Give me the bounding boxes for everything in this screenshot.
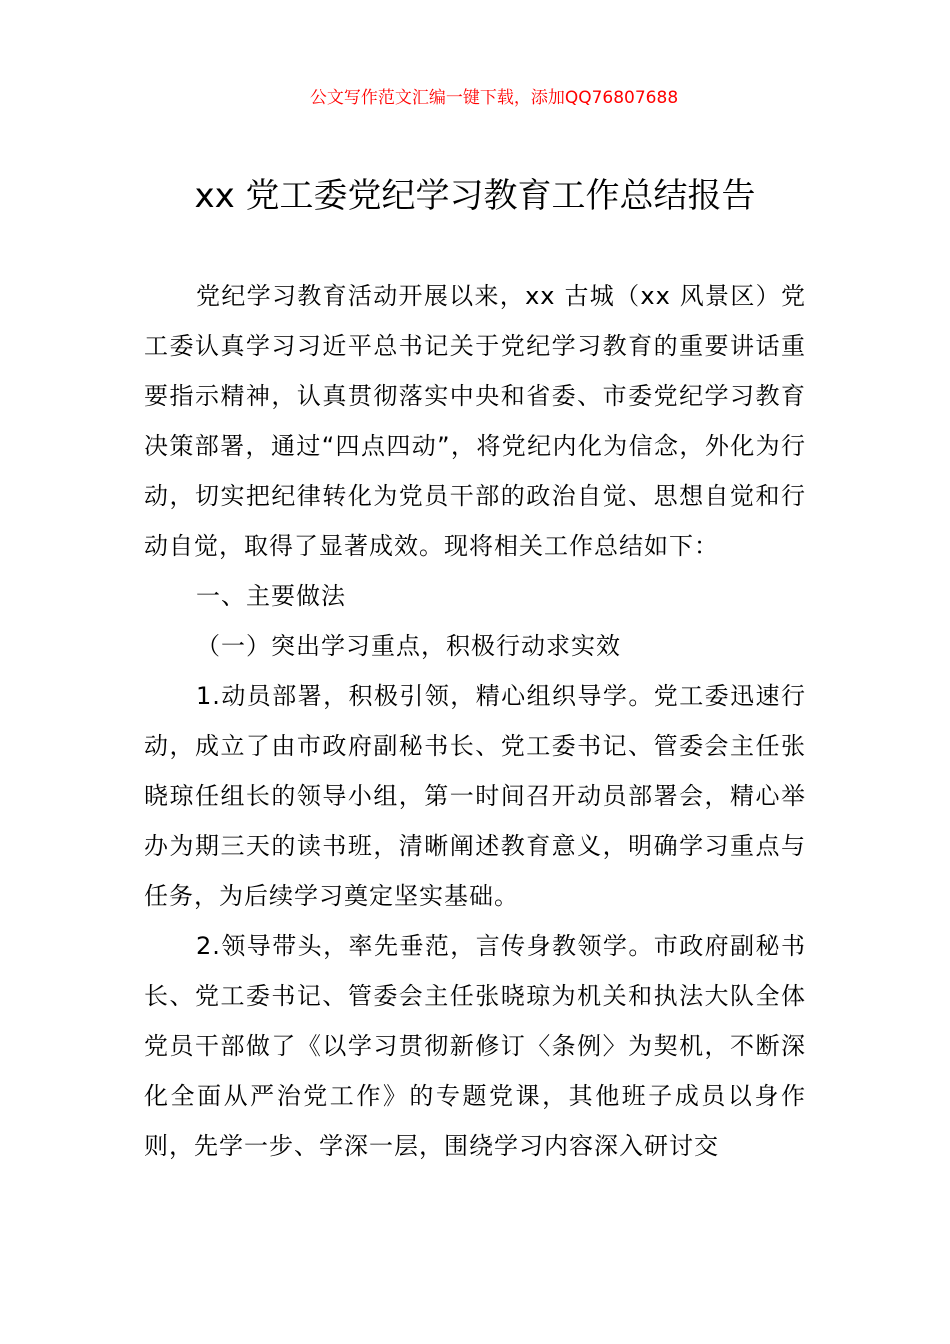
section-heading: 一、主要做法 xyxy=(196,582,346,610)
item-paragraph-2: 2.领导带头，率先垂范，言传身教领学。市政府副秘书长、党工委书记、管委会主任张晓琼为机关和执法大队全体党员干部做了《以学习贯彻新修订〈条例〉为契机，不断深化全面从严治党工作》的专题党课，其他班子成员以身作则，先学一步、学深一层，围绕学习内容深入研讨交 xyxy=(144,932,806,1160)
document-body xyxy=(144,271,806,1171)
intro-paragraph: 党纪学习教育活动开展以来，xx 古城（xx 风景区）党工委认真学习习近平总书记关于党纪学习教育的重要讲话重要指示精神，认真贯彻落实中央和省委、市委党纪学习教育决策部署，通过“四点四动”，将党纪内化为信念，外化为行动，切实把纪律转化为党员干部的政治自觉、思想自觉和行动自觉，取得了显著成效。现将相关工作总结如下： xyxy=(144,282,806,560)
item-paragraph-1: 1.动员部署，积极引领，精心组织导学。党工委迅速行动，成立了由市政府副秘书长、党工委书记、管委会主任张晓琼任组长的领导小组，第一时间召开动员部署会，精心举办为期三天的读书班，清晰阐述教育意义，明确学习重点与任务，为后续学习奠定坚实基础。 xyxy=(144,682,806,910)
document-title: xx 党工委党纪学习教育工作总结报告 xyxy=(194,176,756,216)
subsection-heading: （一）突出学习重点，积极行动求实效 xyxy=(196,632,621,660)
download-promo-note: 公文写作范文汇编一键下载，添加QQ76807688 xyxy=(309,88,679,108)
